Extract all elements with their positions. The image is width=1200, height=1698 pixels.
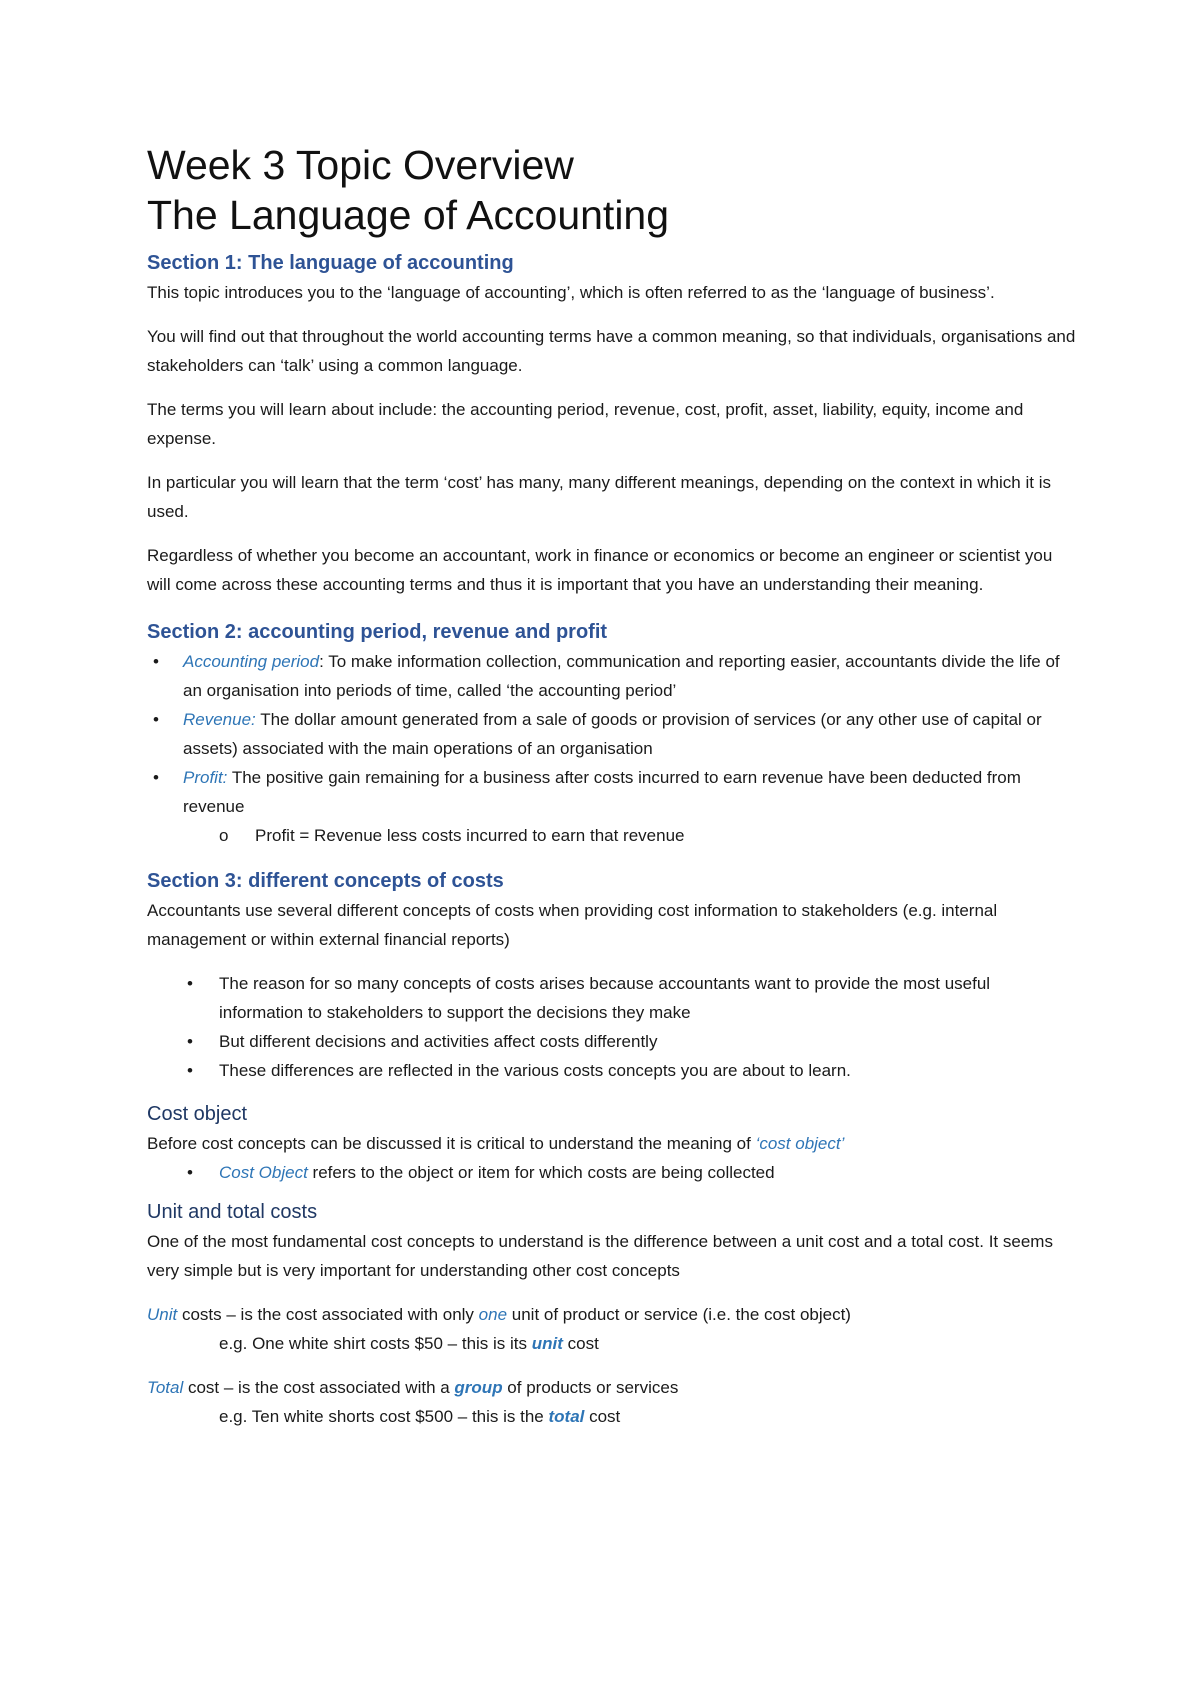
definition-text: To make information collection, communication and reporting easier, accountants divide the life of an organisation into periods of time, called ‘the accounting period’	[183, 652, 1060, 700]
bullet-icon: •	[187, 1163, 193, 1182]
cost-object-intro-text: Before cost concepts can be discussed it is critical to understand the meaning of	[147, 1134, 756, 1153]
bullet-icon: •	[187, 974, 193, 993]
unit-cost-term: Unit	[147, 1305, 178, 1324]
total-cost-emphasis: group	[454, 1378, 503, 1397]
cost-object-heading: Cost object	[147, 1103, 248, 1125]
section-2-definition-list	[147, 647, 1077, 821]
total-cost-term: Total	[147, 1378, 184, 1397]
section-3-bullet-list	[147, 969, 1077, 1085]
definition-term: Profit:	[183, 768, 228, 787]
section-3-intro: Accountants use several different concepts of costs when providing cost information to stakeholders (e.g. internal management or within external financial reports)	[147, 901, 998, 949]
section-2-heading: Section 2: accounting period, revenue and profit	[147, 621, 608, 643]
document-page	[147, 140, 1077, 1431]
total-example-text-a: e.g. Ten white shorts cost $500 – this is the	[219, 1407, 549, 1426]
definition-separator: :	[319, 652, 324, 671]
total-cost-example	[147, 1402, 1077, 1431]
section-1-paragraph-4: In particular you will learn that the term ‘cost’ has many, many different meanings, depending on the context in which it is used.	[147, 473, 1051, 521]
list-item	[147, 705, 1077, 763]
section-1-paragraph-2: You will find out that throughout the world accounting terms have a common meaning, so that individuals, organisations and stakeholders can ‘talk’ using a common language.	[147, 327, 1076, 375]
cost-object-term: ‘cost object’	[755, 1134, 845, 1153]
unit-cost-emphasis: one	[478, 1305, 508, 1324]
list-item-text: But different decisions and activities affect costs differently	[219, 1032, 658, 1051]
cost-object-bullet-list	[147, 1158, 1077, 1187]
cost-object-intro	[147, 1129, 1077, 1158]
list-item-text: These differences are reflected in the various costs concepts you are about to learn.	[219, 1061, 851, 1080]
bullet-icon: •	[153, 768, 159, 787]
section-1-heading: Section 1: The language of accounting	[147, 252, 514, 274]
list-item	[147, 1158, 1077, 1187]
cost-object-bullet-term: Cost Object	[219, 1163, 308, 1182]
section-3-heading: Section 3: different concepts of costs	[147, 870, 504, 892]
profit-formula-item	[147, 821, 1077, 850]
total-cost-text-b: of products or services	[502, 1378, 679, 1397]
cost-object-bullet-text: refers to the object or item for which costs are being collected	[307, 1163, 775, 1182]
unit-cost-text-a: costs – is the cost associated with only	[177, 1305, 479, 1324]
unit-example-emphasis: unit	[531, 1334, 563, 1353]
bullet-icon: •	[153, 652, 159, 671]
total-example-emphasis: total	[548, 1407, 585, 1426]
unit-example-text-a: e.g. One white shirt costs $50 – this is its	[219, 1334, 532, 1353]
definition-term: Revenue:	[183, 710, 256, 729]
section-1-paragraph-1: This topic introduces you to the ‘language of accounting’, which is often referred to as the ‘language of business’.	[147, 283, 995, 302]
definition-text: The positive gain remaining for a business after costs incurred to earn revenue have been deducted from revenue	[183, 768, 1021, 816]
definition-text: The dollar amount generated from a sale of goods or provision of services (or any other use of capital or assets) associated with the main operations of an organisation	[183, 710, 1042, 758]
section-1-paragraph-3: The terms you will learn about include: the accounting period, revenue, cost, profit, asset, liability, equity, income and expense.	[147, 400, 1024, 448]
total-example-text-b: cost	[584, 1407, 621, 1426]
circle-bullet-icon: o	[219, 826, 229, 845]
profit-formula-text: Profit = Revenue less costs incurred to earn that revenue	[255, 826, 685, 845]
bullet-icon: •	[187, 1032, 193, 1051]
bullet-icon: •	[153, 710, 159, 729]
total-cost-definition	[147, 1373, 1077, 1402]
unit-cost-example	[147, 1329, 1077, 1358]
list-item	[147, 647, 1077, 705]
document-title-line-1: Week 3 Topic Overview	[147, 142, 574, 188]
list-item	[147, 1056, 1077, 1085]
unit-total-heading: Unit and total costs	[147, 1201, 318, 1223]
list-item	[147, 1027, 1077, 1056]
definition-term: Accounting period	[183, 652, 320, 671]
document-title-line-2: The Language of Accounting	[147, 192, 670, 238]
unit-cost-text-b: unit of product or service (i.e. the cost object)	[507, 1305, 851, 1324]
unit-example-text-b: cost	[562, 1334, 599, 1353]
list-item	[147, 763, 1077, 821]
list-item-text: The reason for so many concepts of costs arises because accountants want to provide the most useful information to stakeholders to support the decisions they make	[219, 974, 991, 1022]
bullet-icon: •	[187, 1061, 193, 1080]
total-cost-text-a: cost – is the cost associated with a	[183, 1378, 455, 1397]
unit-cost-definition	[147, 1300, 1077, 1329]
unit-total-intro: One of the most fundamental cost concepts to understand is the difference between a unit cost and a total cost. It seems very simple but is very important for understanding other cost concepts	[147, 1232, 1053, 1280]
list-item	[147, 969, 1077, 1027]
section-1-paragraph-5: Regardless of whether you become an accountant, work in finance or economics or become an engineer or scientist you will come across these accounting terms and thus it is important that you have an understanding their meaning.	[147, 546, 1053, 594]
